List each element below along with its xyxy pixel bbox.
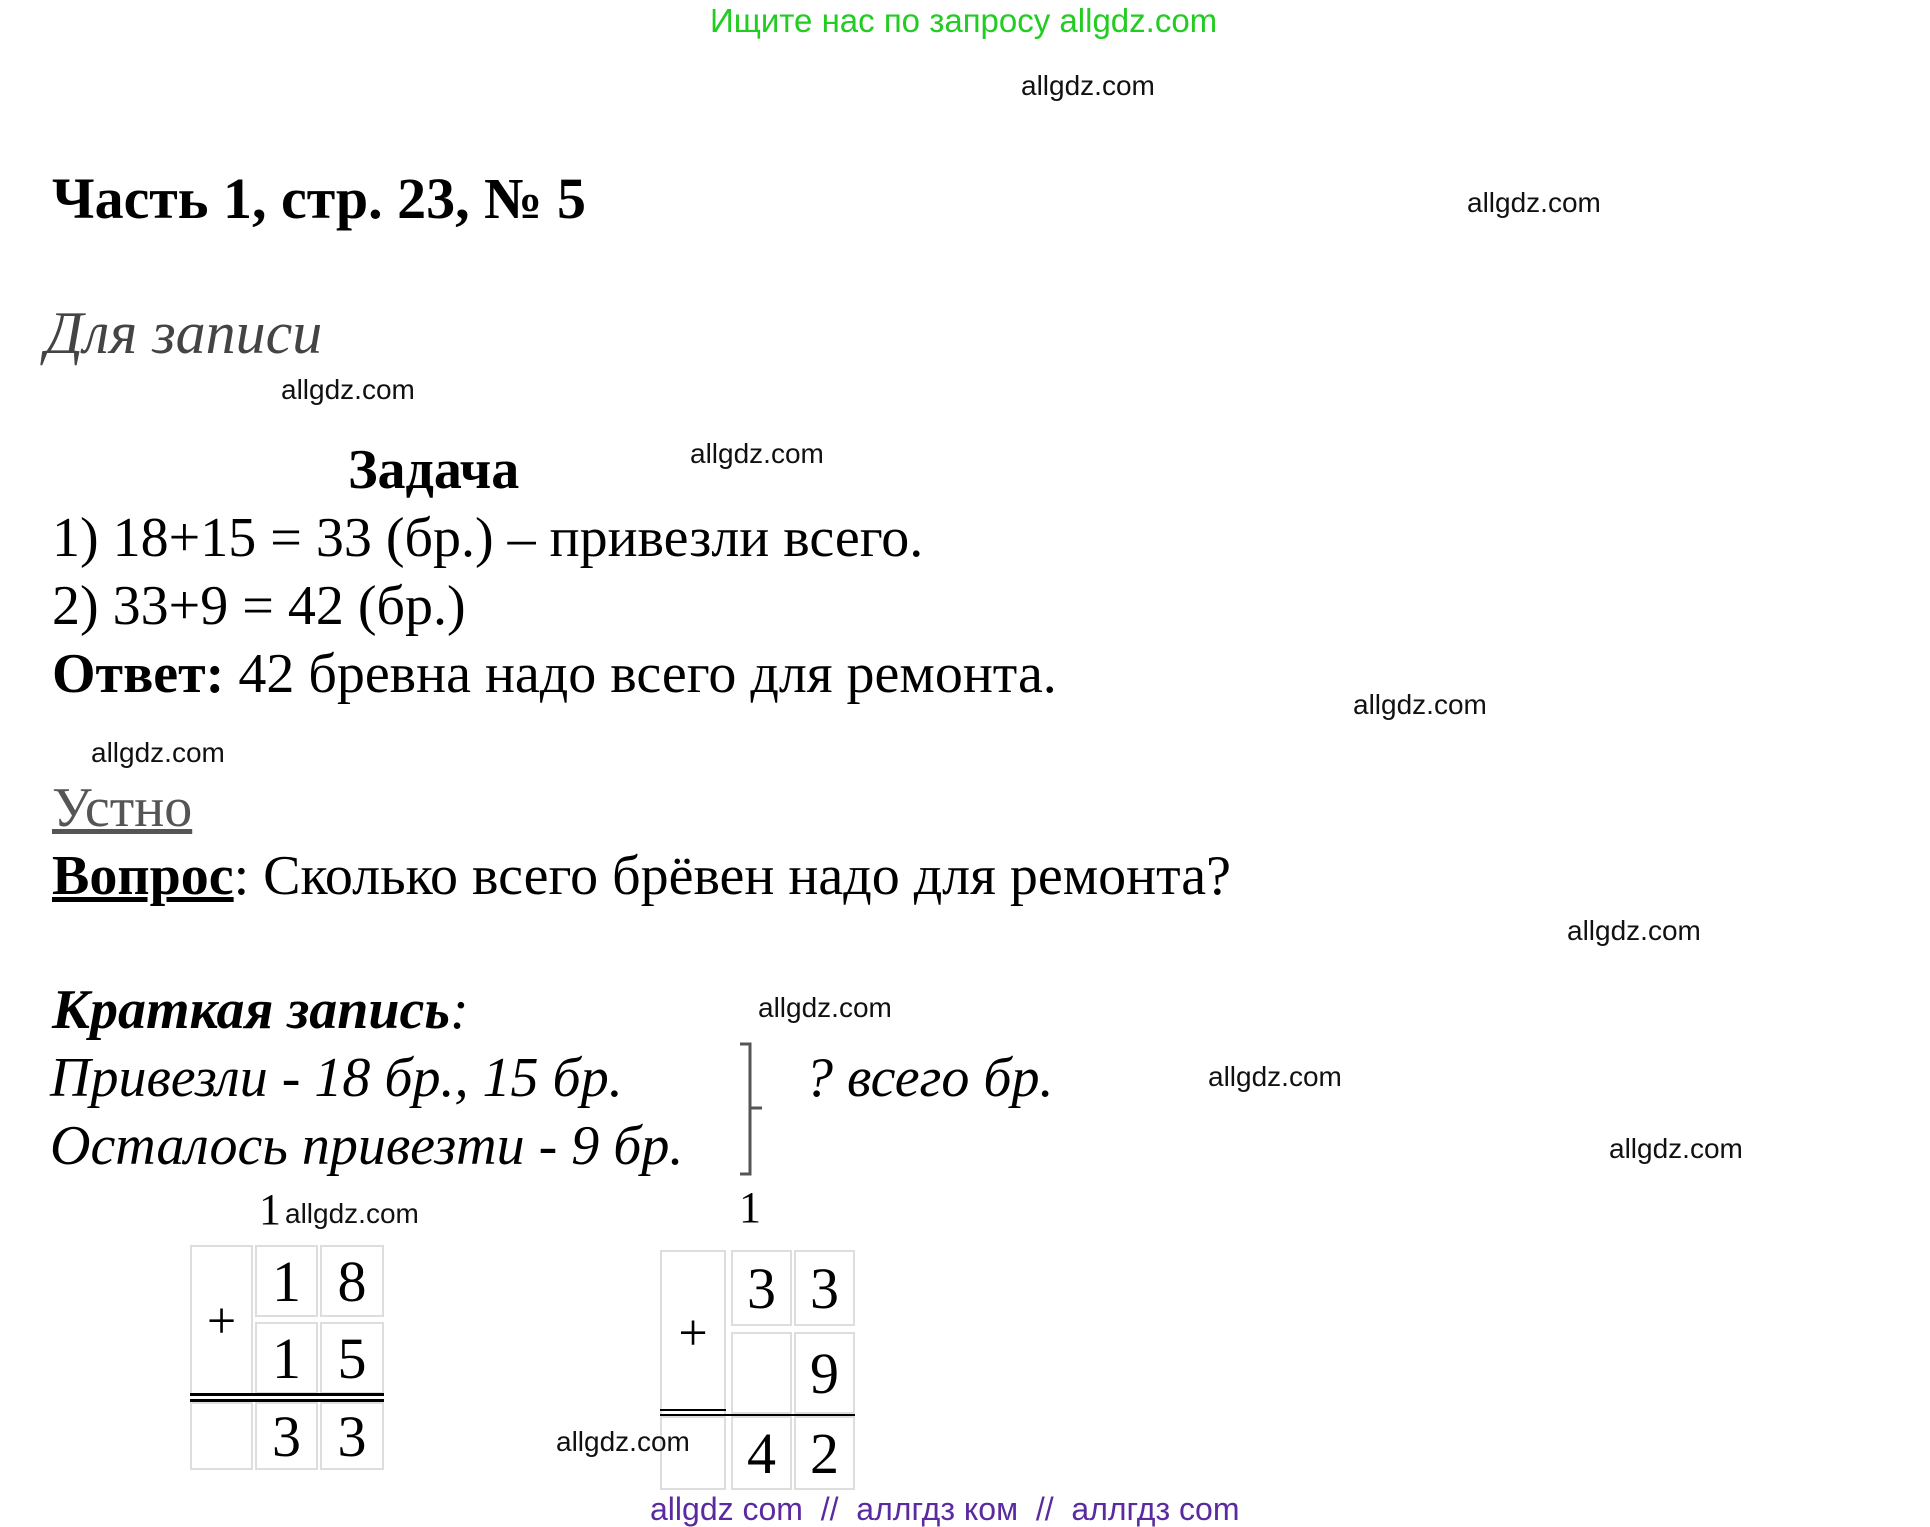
- watermark: allgdz.com: [1609, 1133, 1743, 1164]
- digit-cell: 1: [255, 1322, 318, 1394]
- watermark: allgdz.com: [91, 737, 225, 768]
- promo-banner[interactable]: Ищите нас по запросу allgdz.com: [710, 2, 1218, 39]
- result-cell: 2: [794, 1416, 855, 1490]
- question-text: : Сколько всего брёвен надо для ремонта?: [233, 845, 1232, 907]
- watermark: allgdz.com: [1567, 915, 1701, 946]
- footer-links[interactable]: allgdz com // аллгдз ком // аллгдз com: [650, 1491, 1240, 1527]
- carry-digit: 1: [739, 1183, 761, 1232]
- digit-cell: 9: [794, 1332, 855, 1414]
- watermark: allgdz.com: [1021, 70, 1155, 101]
- short-note-line-1: Привезли - 18 бр., 15 бр.: [50, 1047, 623, 1109]
- sign-cell: [190, 1245, 253, 1396]
- page-title: Часть 1, стр. 23, № 5: [52, 166, 586, 231]
- watermark: allgdz.com: [1208, 1061, 1342, 1092]
- question-label: Вопрос: [52, 845, 234, 907]
- answer-text: 42 бревна надо всего для ремонта.: [224, 643, 1057, 705]
- watermark: allgdz.com: [758, 992, 892, 1023]
- short-note-line-2: Осталось привезти - 9 бр.: [50, 1115, 684, 1177]
- watermark: allgdz.com: [281, 374, 415, 405]
- watermark: allgdz.com: [285, 1198, 419, 1229]
- colon: :: [449, 979, 469, 1041]
- task-answer: [52, 643, 1057, 705]
- digit-cell: 3: [794, 1250, 855, 1326]
- plus-sign: +: [678, 1304, 708, 1362]
- oral-heading: Устно: [52, 777, 193, 839]
- plus-sign: +: [206, 1293, 237, 1350]
- task-step-2: 2) 33+9 = 42 (бр.): [52, 575, 466, 637]
- watermark: allgdz.com: [1467, 187, 1601, 218]
- short-note-title: Краткая запись: [52, 979, 450, 1041]
- result-cell: 3: [320, 1402, 384, 1470]
- watermark: allgdz.com: [1353, 689, 1487, 720]
- record-heading: Для записи: [45, 300, 323, 366]
- brace-icon: [738, 1040, 778, 1180]
- digit-cell: 1: [255, 1245, 318, 1317]
- result-cell: 3: [255, 1402, 318, 1470]
- digit-cell: 3: [731, 1250, 792, 1326]
- carry-digit: 1: [259, 1185, 281, 1234]
- digit-cell: 5: [320, 1322, 384, 1394]
- digit-cell: [731, 1332, 792, 1414]
- watermark: allgdz.com: [556, 1426, 690, 1457]
- short-note-heading: [52, 979, 469, 1041]
- task-heading: Задача: [348, 439, 520, 501]
- answer-label: Ответ:: [52, 643, 225, 705]
- watermark: allgdz.com: [690, 438, 824, 469]
- oral-question: [52, 845, 1232, 907]
- empty-cell: [190, 1402, 253, 1470]
- short-note-question: ? всего бр.: [805, 1047, 1054, 1109]
- result-cell: 4: [731, 1416, 792, 1490]
- sum-line: [190, 1393, 384, 1396]
- sign-cell: [660, 1250, 726, 1414]
- task-step-1: 1) 18+15 = 33 (бр.) – привезли всего.: [52, 507, 924, 569]
- sum-line: [660, 1409, 726, 1411]
- digit-cell: 8: [320, 1245, 384, 1317]
